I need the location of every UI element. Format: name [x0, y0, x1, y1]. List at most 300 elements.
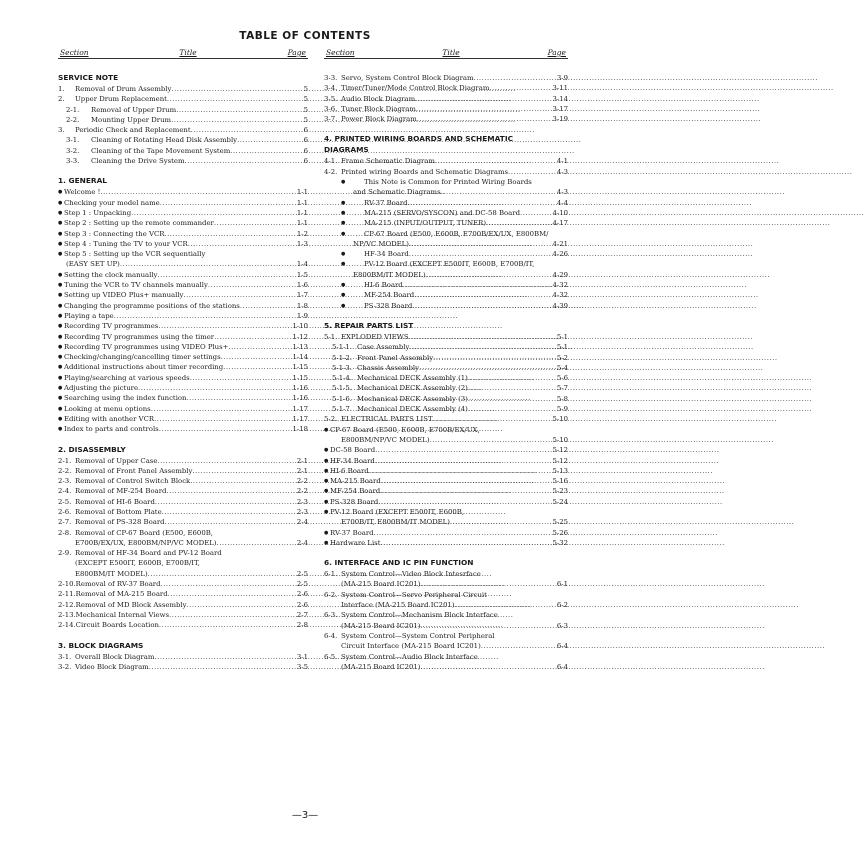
leader-dots — [167, 94, 303, 104]
toc-entry — [58, 208, 308, 218]
entry-title: Tuning the VCR to TV channels manually — [64, 281, 208, 290]
leader-dots — [186, 600, 295, 610]
entry-page: 3-9 — [556, 74, 568, 82]
entry-page: 4-32 — [552, 281, 568, 290]
entry-title: PS-328 Board — [364, 301, 413, 310]
leader-dots — [416, 104, 552, 114]
entry-page: 2-2 — [296, 477, 308, 486]
toc-entry — [324, 290, 568, 300]
toc-entry — [58, 507, 308, 517]
entry-title: This Note is Common for Printed Wiring Boards — [364, 178, 532, 187]
entry-title: MA-215 Board — [330, 477, 381, 486]
header-section: Section — [326, 48, 355, 57]
entry-page: 4-29 — [552, 270, 568, 279]
bullet-icon: ● — [58, 230, 63, 237]
leader-dots — [508, 167, 556, 177]
toc-entry — [58, 466, 308, 476]
entry-page: 1-1 — [296, 198, 308, 207]
entry-page: 4-26 — [552, 250, 568, 259]
entry-page: 4-32 — [552, 291, 568, 300]
entry-title: Step 5 : Setting up the VCR sequentially — [64, 250, 206, 259]
toc-entry — [324, 652, 568, 662]
bullet-icon: ● — [58, 251, 63, 258]
entry-title: Tuner Block Diagram — [341, 104, 416, 113]
leader-dots — [159, 424, 292, 434]
entry-title: Removal of HI-6 Board — [75, 497, 155, 506]
entry-page: 5 — [303, 105, 308, 114]
toc-entry — [58, 229, 308, 239]
entry-number: 2-6. — [58, 507, 72, 516]
leader-dots — [409, 342, 556, 352]
section-heading: 1. GENERAL — [58, 176, 107, 186]
entry-page: 2-3 — [296, 507, 308, 516]
entry-title: Removal of Upper Case — [75, 456, 158, 465]
toc-entry — [324, 621, 568, 631]
entry-title: Removal of RV-37 Board — [75, 580, 161, 589]
bullet-icon: ● — [324, 426, 329, 433]
toc-entry — [58, 332, 308, 342]
toc-entry — [324, 507, 568, 517]
leader-dots — [159, 620, 296, 630]
entry-title: PS-328 Board — [330, 497, 379, 506]
entry-title: MF-254 Board — [330, 487, 381, 496]
leader-dots — [409, 332, 556, 342]
leader-dots — [474, 73, 556, 83]
entry-page: 1-16 — [292, 394, 308, 403]
leader-dots — [169, 610, 296, 620]
entry-number: 2-4. — [58, 487, 72, 496]
toc-entry — [58, 558, 308, 568]
entry-number: 6-5. — [324, 652, 338, 661]
toc-entry — [324, 73, 568, 83]
toc-entry — [58, 589, 308, 599]
toc-entry — [58, 301, 308, 311]
entry-title: Case Assembly — [357, 343, 410, 352]
toc-entry — [324, 156, 568, 166]
leader-dots — [420, 662, 555, 672]
toc-entry — [58, 105, 308, 115]
toc-list — [58, 73, 308, 672]
entry-page: 1-10 — [292, 322, 308, 331]
entry-page: 5-9 — [556, 405, 568, 414]
entry-number: 5-1-5. — [332, 384, 352, 393]
entry-title: Removal of Upper Drum — [91, 105, 177, 114]
leader-dots — [240, 301, 296, 311]
entry-title: RV-37 Board — [364, 198, 408, 207]
entry-title: ELECTRICAL PARTS LIST — [341, 415, 433, 424]
toc-entry — [324, 445, 568, 455]
leader-dots — [131, 208, 296, 218]
toc-entry — [324, 332, 568, 342]
leader-dots — [378, 497, 551, 507]
bullet-icon: ● — [324, 529, 329, 536]
entry-title: Overall Block Diagram — [75, 652, 155, 661]
entry-title: System Control—Servo Peripheral Circuit — [341, 590, 487, 599]
toc-entry — [324, 425, 568, 435]
toc-entry — [58, 135, 308, 145]
bullet-icon: ● — [58, 209, 63, 216]
leader-dots — [190, 373, 292, 383]
leader-dots — [415, 94, 551, 104]
leader-dots — [433, 353, 556, 363]
entry-title: RV-37 Board — [330, 528, 374, 537]
leader-dots — [190, 476, 296, 486]
entry-title: Removal of Front Panel Assembly — [75, 466, 193, 475]
entry-page: 6-4 — [556, 662, 568, 671]
entry-title: Circuit Boards Location — [75, 621, 159, 630]
entry-page: 3-17 — [552, 104, 568, 113]
entry-title: Looking at menu options — [64, 404, 151, 413]
entry-page: 4-21 — [552, 239, 568, 248]
toc-entry — [324, 383, 568, 393]
entry-page: 6 — [303, 157, 308, 166]
leader-dots — [468, 404, 556, 414]
entry-page: 1-6 — [296, 281, 308, 290]
entry-number: 2-9. — [58, 549, 72, 558]
bullet-icon: ● — [58, 364, 63, 371]
leader-dots — [192, 466, 296, 476]
entry-title: (MA-215 Board IC201) — [341, 580, 421, 589]
leader-dots — [120, 259, 296, 269]
toc-entry — [58, 146, 308, 156]
entry-title: PV-12 Board (EXCEPT E500IT, E600B, E700B/IT, — [364, 260, 535, 269]
toc-entry — [324, 528, 568, 538]
toc-entry — [324, 538, 568, 548]
leader-dots — [171, 115, 303, 125]
entry-title: DC-58 Board — [330, 446, 376, 455]
leader-dots — [419, 363, 556, 373]
entry-title: (EXCEPT E500IT, E600B, E700B/IT, — [75, 559, 200, 568]
bullet-icon: ● — [58, 312, 63, 319]
leader-dots — [217, 538, 296, 548]
leader-dots — [468, 383, 556, 393]
entry-title: Periodic Check and Replacement — [75, 126, 191, 135]
entry-title: Upper Drum Replacement — [75, 95, 167, 104]
leader-dots — [408, 198, 556, 208]
entry-page: 3-5 — [296, 662, 308, 671]
leader-dots — [426, 270, 552, 280]
bullet-icon: ● — [58, 395, 63, 402]
leader-dots — [380, 486, 551, 496]
entry-page: 2-6 — [296, 590, 308, 599]
toc-entry — [324, 476, 568, 486]
entry-number: 2-14. — [58, 621, 76, 630]
leader-dots — [160, 198, 296, 208]
toc-entry — [324, 94, 568, 104]
entry-number: 5-1-3. — [332, 363, 352, 372]
bullet-icon: ● — [58, 302, 63, 309]
leader-dots — [430, 435, 552, 445]
bullet-icon: ● — [341, 220, 346, 227]
entry-page: 3-1 — [296, 652, 308, 661]
bullet-icon: ● — [58, 343, 63, 350]
leader-dots — [414, 290, 551, 300]
entry-title: Step 2 : Setting up the remote commander — [64, 219, 214, 228]
entry-title: Circuit Interface (MA-215 Board IC201) — [341, 642, 481, 651]
header-section: Section — [60, 48, 89, 57]
toc-entry — [324, 280, 568, 290]
leader-dots — [486, 218, 551, 228]
entry-page: 6-3 — [556, 621, 568, 630]
entry-number: 3-3. — [324, 74, 338, 82]
entry-title: E700B/EX/UX, E800BM/NP/VC MODEL) — [75, 538, 217, 547]
toc-entry — [58, 456, 308, 466]
toc-list — [324, 73, 568, 672]
entry-title: E800BM/IT MODEL) — [75, 569, 148, 578]
entry-page: 5 — [303, 85, 308, 93]
entry-page: 5-10 — [552, 415, 568, 424]
toc-entry — [324, 631, 568, 641]
leader-dots — [157, 456, 295, 466]
entry-page: 5-16 — [552, 477, 568, 486]
entry-page: 5 — [303, 95, 308, 104]
bullet-icon: ● — [58, 415, 63, 422]
entry-page: 1-17 — [292, 404, 308, 413]
entry-page: 5-25 — [552, 518, 568, 527]
leader-dots — [168, 589, 296, 599]
toc-entry — [324, 456, 568, 466]
entry-title: Searching using the index function — [64, 394, 187, 403]
entry-page: 4-10 — [552, 208, 568, 217]
entry-title: Welcome ! — [64, 188, 101, 197]
entry-title: Removal of Control Switch Block — [75, 477, 191, 486]
entry-title: Removal of Bottom Plate — [75, 507, 162, 516]
entry-number: 2-2. — [66, 115, 80, 124]
toc-entry — [324, 249, 568, 259]
leader-dots — [409, 249, 552, 259]
toc-entry — [58, 517, 308, 527]
entry-title: Index to parts and controls — [64, 425, 159, 434]
bullet-icon: ● — [58, 292, 63, 299]
toc-entry — [58, 610, 308, 620]
header-title: Title — [442, 48, 460, 57]
entry-title: Adjusting the picture — [64, 384, 139, 393]
entry-title: Servo, System Control Block Diagram — [341, 74, 474, 82]
toc-entry — [58, 352, 308, 362]
leader-dots — [149, 662, 296, 672]
toc-entry — [324, 114, 568, 124]
entry-title: CP-67 Board (E500, E600B, E700B/EX/UX, E800BM/ — [364, 229, 549, 238]
toc-entry — [58, 424, 308, 434]
leader-dots — [154, 652, 295, 662]
toc-entry — [324, 662, 568, 672]
entry-number: 5-1-2. — [332, 353, 352, 362]
entry-page: 1-9 — [296, 311, 308, 320]
toc-entry — [324, 486, 568, 496]
entry-title: Front Panel Assembly — [357, 353, 434, 362]
toc-entry — [324, 590, 568, 600]
entry-title: MF-254 Board — [364, 291, 415, 300]
leader-dots — [185, 156, 303, 166]
entry-number: 2-7. — [58, 518, 72, 527]
entry-page: 1-5 — [296, 270, 308, 279]
toc-right-column — [324, 48, 568, 672]
entry-number: 5-2. — [324, 415, 338, 424]
entry-page: 5-8 — [556, 394, 568, 403]
section-heading: 2. DISASSEMBLY — [58, 444, 126, 454]
leader-dots — [176, 105, 302, 115]
entry-page: 2-4 — [296, 518, 308, 527]
entry-page: 1-1 — [296, 219, 308, 228]
toc-entry — [324, 641, 568, 651]
bullet-icon: ● — [324, 539, 329, 546]
entry-title: (MA-215 Board IC201) — [341, 662, 421, 671]
leader-dots — [183, 290, 295, 300]
entry-page: 5-24 — [552, 497, 568, 506]
entry-title: Mechanical DECK Assembly (4) — [357, 405, 468, 414]
entry-page: 5-4 — [556, 363, 568, 372]
entry-title: System Control—Video Block Intesrface — [341, 570, 481, 579]
bullet-icon: ● — [324, 498, 329, 505]
entry-number: 2-3. — [58, 477, 72, 486]
entry-page: 5-7 — [556, 384, 568, 393]
entry-title: E700B/IT, E800BM/IT MODEL) — [341, 518, 450, 527]
toc-entry — [324, 229, 568, 239]
leader-dots — [186, 393, 291, 403]
toc-entry — [58, 270, 308, 280]
entry-title: System Control—Mechanism Block Interface — [341, 611, 498, 620]
leader-dots — [403, 280, 552, 290]
entry-title: Mechanical DECK Assembly (3) — [357, 394, 468, 403]
entry-page: 4-17 — [552, 219, 568, 228]
entry-page: 2-1 — [296, 466, 308, 475]
toc-entry — [58, 538, 308, 548]
entry-number: 3-1. — [66, 136, 80, 145]
entry-title: Setting up VIDEO Plus+ manually — [64, 291, 184, 300]
entry-page: 5-23 — [552, 487, 568, 496]
entry-page: 4-3 — [556, 188, 568, 197]
entry-page: 5-10 — [552, 435, 568, 444]
entry-number: 3-5. — [324, 94, 338, 103]
entry-title: Mechanical Internal Views — [75, 610, 170, 619]
leader-dots — [468, 394, 556, 404]
entry-page: 5-1 — [556, 343, 568, 352]
leader-dots — [157, 270, 295, 280]
entry-title: Recording TV programmes — [64, 322, 159, 331]
entry-number: 2-11. — [58, 590, 76, 599]
bullet-icon: ● — [341, 261, 346, 268]
entry-title: CP-67 Board (E500, E600B, E700B/EX/UX, — [330, 425, 480, 434]
entry-title: E800BM/NP/VC MODEL) — [341, 435, 430, 444]
entry-number: 4-2. — [324, 167, 338, 176]
entry-number: 5-1-1. — [332, 343, 352, 352]
toc-entry — [58, 652, 308, 662]
entry-number: 2-2. — [58, 466, 72, 475]
toc-entry — [58, 600, 308, 610]
section-heading: DIAGRAMS — [324, 145, 369, 155]
entry-title: Playing a tape — [64, 311, 114, 320]
leader-dots — [481, 641, 556, 651]
toc-entry — [58, 476, 308, 486]
toc-entry — [58, 249, 308, 259]
entry-title: Removal of Drum Assembly — [75, 85, 172, 93]
entry-page: 1-1 — [296, 208, 308, 217]
bullet-icon: ● — [324, 488, 329, 495]
entry-title: E800BM/IT MODEL) — [353, 270, 426, 279]
entry-title: Mechanical DECK Assembly (2) — [357, 384, 468, 393]
toc-entry — [58, 198, 308, 208]
entry-number: 6-4. — [324, 631, 338, 640]
entry-title: Removal of CP-67 Board (E500, E600B, — [75, 528, 213, 537]
column-header — [324, 48, 568, 59]
bullet-icon: ● — [341, 179, 346, 186]
leader-dots — [138, 383, 291, 393]
leader-dots — [450, 517, 552, 527]
entry-page: 4-1 — [556, 157, 568, 166]
leader-dots — [221, 352, 292, 362]
entry-number: 2. — [58, 95, 65, 104]
toc-entry — [58, 218, 308, 228]
leader-dots — [435, 156, 556, 166]
entry-title: (MA-215 Board IC201) — [341, 621, 421, 630]
entry-page: 3-14 — [552, 94, 568, 103]
entry-page: 5-6 — [556, 374, 568, 383]
bullet-icon: ● — [324, 508, 329, 515]
leader-dots — [148, 569, 296, 579]
entry-number: 2-1. — [66, 105, 80, 114]
leader-dots — [420, 621, 555, 631]
toc-entry — [324, 208, 568, 218]
toc-entry — [324, 404, 568, 414]
bullet-icon: ● — [341, 209, 346, 216]
bullet-icon: ● — [58, 323, 63, 330]
bullet-icon: ● — [324, 467, 329, 474]
entry-title: MA-215 (SERVO/SYSCON) and DC-58 Board — [364, 208, 520, 217]
entry-page: 3-11 — [552, 84, 568, 93]
bullet-icon: ● — [341, 302, 346, 309]
entry-title: Checking your model name — [64, 198, 160, 207]
entry-page: 1-16 — [292, 384, 308, 393]
entry-title: EXPLODED VIEWS — [341, 332, 409, 341]
toc-entry — [58, 404, 308, 414]
entry-title: Changing the programme positions of the stations — [64, 301, 240, 310]
leader-dots — [100, 187, 296, 197]
leader-dots — [409, 239, 552, 249]
entry-page: 2-2 — [296, 487, 308, 496]
entry-number: 1. — [58, 85, 65, 93]
bullet-icon: ● — [58, 333, 63, 340]
entry-title: Cleaning of Rotating Head Disk Assembly — [91, 136, 238, 145]
leader-dots — [114, 311, 296, 321]
bullet-icon: ● — [58, 282, 63, 289]
entry-title: and Schematic Diagrams — [353, 188, 441, 197]
toc-entry — [324, 497, 568, 507]
toc-entry — [58, 311, 308, 321]
bullet-icon: ● — [58, 405, 63, 412]
toc-entry — [324, 187, 568, 197]
entry-title: Removal of MF-254 Board — [75, 487, 167, 496]
toc-entry — [58, 362, 308, 372]
entry-title: System Control—System Control Peripheral — [341, 631, 495, 640]
leader-dots — [165, 517, 296, 527]
leader-dots — [228, 342, 291, 352]
section-heading: 4. PRINTED WIRING BOARDS AND SCHEMATIC — [324, 134, 513, 144]
entry-page: 6-2 — [556, 601, 568, 610]
bullet-icon: ● — [58, 220, 63, 227]
entry-number: 3-3. — [66, 157, 80, 166]
toc-entry — [58, 528, 308, 538]
bullet-icon: ● — [341, 251, 346, 258]
leader-dots — [455, 600, 556, 610]
toc-entry — [324, 579, 568, 589]
entry-number: 2-1. — [58, 456, 72, 465]
toc-entry — [58, 239, 308, 249]
leader-dots — [158, 321, 291, 331]
entry-page: 2-8 — [296, 621, 308, 630]
leader-dots — [380, 538, 551, 548]
section-heading: 6. INTERFACE AND IC PIN FUNCTION — [324, 558, 474, 568]
entry-page: 6 — [303, 126, 308, 135]
